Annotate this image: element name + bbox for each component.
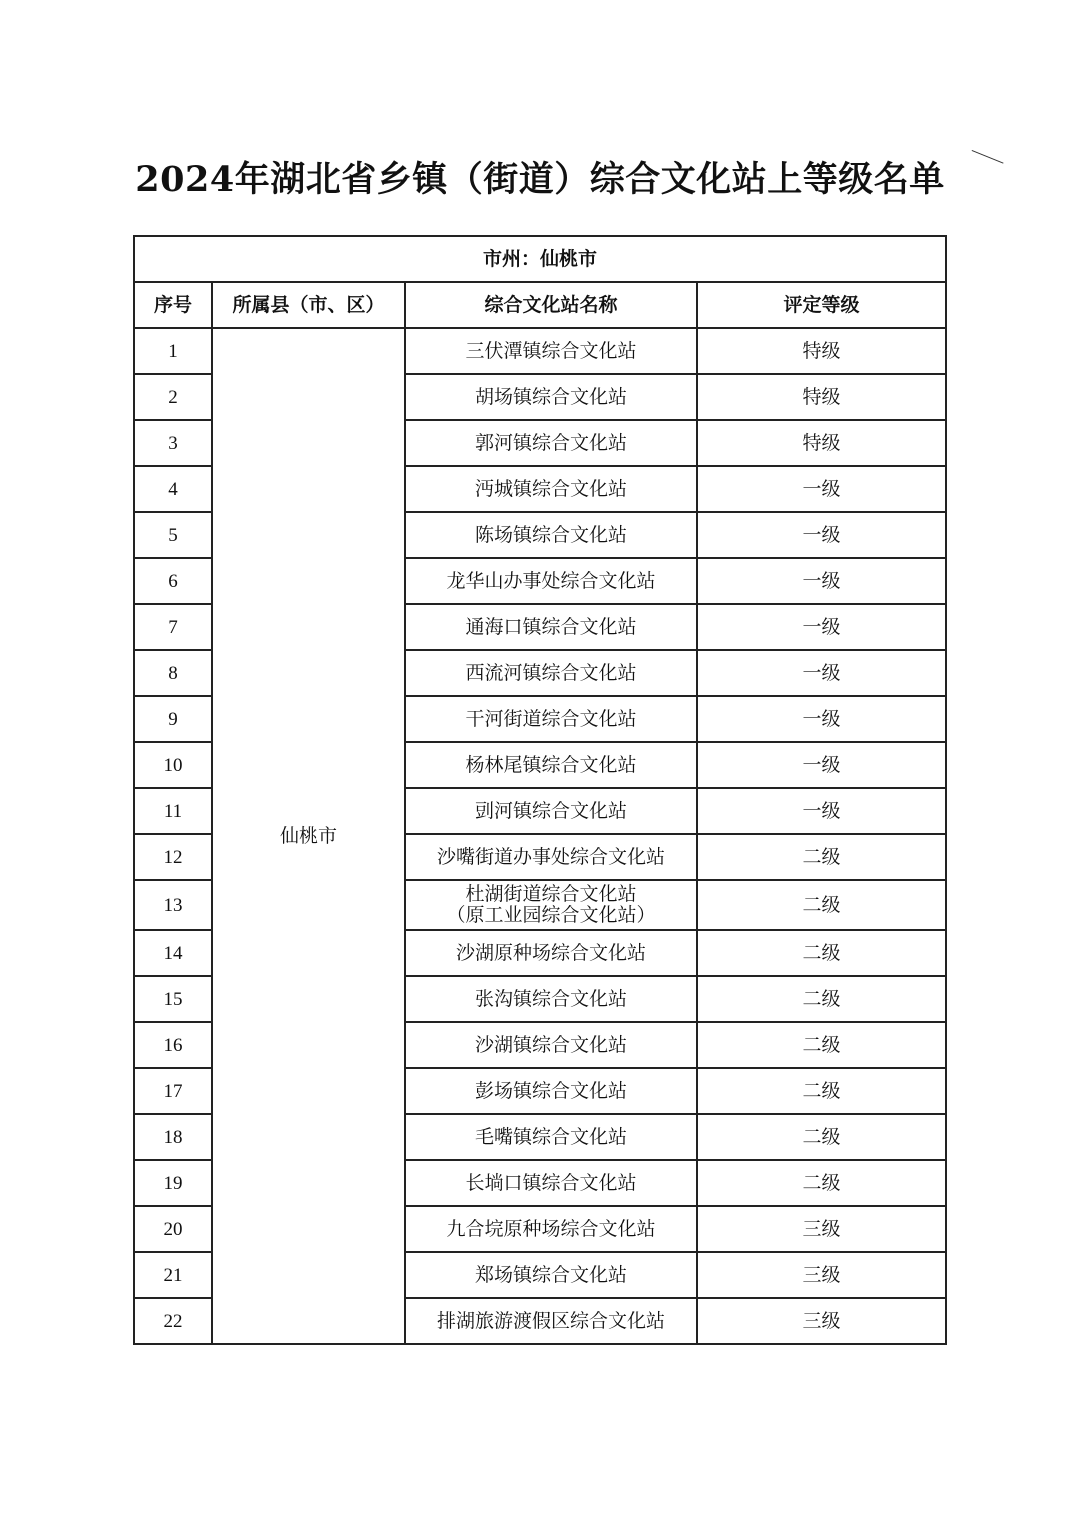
row-number: 14 bbox=[134, 930, 212, 976]
row-number: 3 bbox=[134, 420, 212, 466]
station-name: 通海口镇综合文化站 bbox=[405, 604, 697, 650]
station-name: 杨林尾镇综合文化站 bbox=[405, 742, 697, 788]
grade: 特级 bbox=[697, 374, 946, 420]
grade: 一级 bbox=[697, 788, 946, 834]
grade: 二级 bbox=[697, 1022, 946, 1068]
row-number: 9 bbox=[134, 696, 212, 742]
grade: 二级 bbox=[697, 930, 946, 976]
table-body bbox=[134, 236, 946, 1344]
station-name: 剅河镇综合文化站 bbox=[405, 788, 697, 834]
grade: 三级 bbox=[697, 1252, 946, 1298]
station-name: 郑场镇综合文化站 bbox=[405, 1252, 697, 1298]
station-name: 沙嘴街道办事处综合文化站 bbox=[405, 834, 697, 880]
grade: 一级 bbox=[697, 512, 946, 558]
station-name: 胡场镇综合文化站 bbox=[405, 374, 697, 420]
grade: 一级 bbox=[697, 558, 946, 604]
station-name: 九合垸原种场综合文化站 bbox=[405, 1206, 697, 1252]
row-number: 15 bbox=[134, 976, 212, 1022]
row-number: 1 bbox=[134, 328, 212, 374]
station-name-line: 杜湖街道综合文化站 bbox=[465, 883, 637, 905]
station-name: 龙华山办事处综合文化站 bbox=[405, 558, 697, 604]
grade: 三级 bbox=[697, 1206, 946, 1252]
grade: 一级 bbox=[697, 696, 946, 742]
station-name: 排湖旅游渡假区综合文化站 bbox=[405, 1298, 697, 1344]
county-cell: 仙桃市 bbox=[212, 328, 405, 1344]
row-number: 16 bbox=[134, 1022, 212, 1068]
grade: 二级 bbox=[697, 1068, 946, 1114]
grade: 二级 bbox=[697, 834, 946, 880]
station-name: 毛嘴镇综合文化站 bbox=[405, 1114, 697, 1160]
row-number: 7 bbox=[134, 604, 212, 650]
header-grade: 评定等级 bbox=[697, 282, 946, 328]
header-county: 所属县（市、区） bbox=[212, 282, 405, 328]
row-number: 13 bbox=[134, 880, 212, 930]
grade: 二级 bbox=[697, 880, 946, 930]
station-name-note: （原工业园综合文化站） bbox=[446, 904, 656, 926]
row-number: 8 bbox=[134, 650, 212, 696]
city-row bbox=[134, 236, 946, 282]
station-name: 沙湖镇综合文化站 bbox=[405, 1022, 697, 1068]
station-name: 郭河镇综合文化站 bbox=[405, 420, 697, 466]
station-name: 长埫口镇综合文化站 bbox=[405, 1160, 697, 1206]
station-name: 西流河镇综合文化站 bbox=[405, 650, 697, 696]
row-number: 18 bbox=[134, 1114, 212, 1160]
grade: 特级 bbox=[697, 328, 946, 374]
grade: 一级 bbox=[697, 650, 946, 696]
grade: 三级 bbox=[697, 1298, 946, 1344]
station-list-table bbox=[133, 235, 947, 1345]
row-number: 6 bbox=[134, 558, 212, 604]
row-number: 10 bbox=[134, 742, 212, 788]
row-number: 5 bbox=[134, 512, 212, 558]
row-number: 20 bbox=[134, 1206, 212, 1252]
grade: 一级 bbox=[697, 466, 946, 512]
station-name: 陈场镇综合文化站 bbox=[405, 512, 697, 558]
header-station-name: 综合文化站名称 bbox=[405, 282, 697, 328]
document-title: 2024年湖北省乡镇（街道）综合文化站上等级名单 bbox=[135, 159, 945, 200]
station-name bbox=[405, 880, 697, 930]
row-number: 12 bbox=[134, 834, 212, 880]
grade: 一级 bbox=[697, 604, 946, 650]
grade: 一级 bbox=[697, 742, 946, 788]
header-row bbox=[134, 282, 946, 328]
station-name: 三伏潭镇综合文化站 bbox=[405, 328, 697, 374]
station-name: 彭场镇综合文化站 bbox=[405, 1068, 697, 1114]
station-name: 张沟镇综合文化站 bbox=[405, 976, 697, 1022]
row-number: 11 bbox=[134, 788, 212, 834]
station-name: 干河街道综合文化站 bbox=[405, 696, 697, 742]
row-number: 4 bbox=[134, 466, 212, 512]
row-number: 21 bbox=[134, 1252, 212, 1298]
row-number: 19 bbox=[134, 1160, 212, 1206]
station-name: 沙湖原种场综合文化站 bbox=[405, 930, 697, 976]
grade: 二级 bbox=[697, 976, 946, 1022]
header-no: 序号 bbox=[134, 282, 212, 328]
grade: 特级 bbox=[697, 420, 946, 466]
grade: 二级 bbox=[697, 1160, 946, 1206]
row-number: 17 bbox=[134, 1068, 212, 1114]
row-number: 2 bbox=[134, 374, 212, 420]
table-row bbox=[134, 328, 946, 374]
grade: 二级 bbox=[697, 1114, 946, 1160]
row-number: 22 bbox=[134, 1298, 212, 1344]
city-label: 市州：仙桃市 bbox=[134, 236, 946, 282]
station-name: 沔城镇综合文化站 bbox=[405, 466, 697, 512]
